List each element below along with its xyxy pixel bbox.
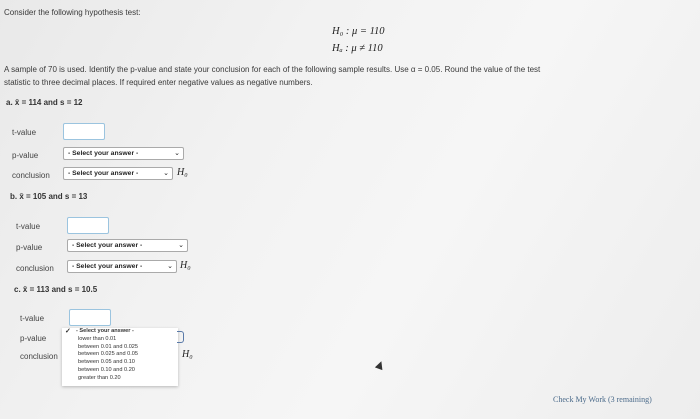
dropdown-option-0[interactable]: [62, 328, 178, 336]
part-b-p-label: p-value: [16, 243, 43, 252]
part-c-label: c. x̄ = 113 and s = 10.5: [14, 285, 98, 294]
dropdown-option-label: between 0.05 and 0.10: [78, 359, 135, 366]
part-a-label: a. x̄ = 114 and s = 12: [6, 98, 83, 107]
part-a-t-label: t-value: [12, 128, 37, 137]
dropdown-option-label: greater than 0.20: [78, 374, 121, 381]
dropdown-option-3[interactable]: [62, 351, 178, 359]
chevron-down-icon: ⌄: [174, 150, 180, 157]
dropdown-option-5[interactable]: [62, 367, 178, 375]
check-icon: ✓: [65, 328, 71, 335]
part-c-t-input[interactable]: [69, 309, 111, 326]
instructions-line-1: A sample of 70 is used. Identify the p-value and state your conclusion for each of the following sample results. Use α = 0.05. Round the value of the test: [4, 65, 541, 74]
instructions: [4, 64, 694, 89]
dropdown-option-label: between 0.025 and 0.05: [78, 351, 139, 358]
dropdown-option-label: lower than 0.01: [78, 335, 117, 342]
chevron-down-icon: ⌄: [167, 263, 173, 270]
part-a-conclusion-select-text: - Select your answer -: [68, 170, 139, 177]
part-b-t-input[interactable]: [67, 217, 109, 234]
part-c-p-label: p-value: [20, 334, 47, 343]
part-b-conclusion-select[interactable]: [67, 260, 177, 273]
part-a-p-label: p-value: [12, 151, 39, 160]
part-c-conclusion-label: conclusion: [20, 352, 58, 361]
part-b-p-select[interactable]: [67, 239, 188, 252]
part-a-t-input[interactable]: [63, 123, 105, 140]
dropdown-option-label: between 0.10 and 0.20: [78, 366, 135, 373]
instructions-line-2: statistic to three decimal places. If required enter negative values as negative numbers.: [4, 77, 313, 87]
dropdown-option-label: between 0.01 and 0.025: [78, 343, 139, 350]
part-a-conclusion-select[interactable]: [63, 167, 173, 180]
part-a-p-select[interactable]: [63, 147, 184, 160]
dropdown-option-2[interactable]: [62, 344, 178, 352]
part-b-h0: H₀: [180, 260, 191, 271]
dropdown-option-1[interactable]: [62, 336, 178, 344]
null-hypothesis: H₀ : μ = 110: [332, 26, 385, 37]
part-b-label: b. x̄ = 105 and s = 13: [10, 192, 88, 201]
part-a-p-select-text: - Select your answer -: [68, 150, 139, 157]
alternative-hypothesis: Hₐ : μ ≠ 110: [332, 43, 383, 54]
part-c-h0: H₀: [182, 349, 193, 360]
chevron-down-icon: ⌄: [178, 242, 184, 249]
dropdown-option-6[interactable]: [62, 375, 178, 383]
part-b-conclusion-label: conclusion: [16, 264, 54, 273]
dropdown-scroll-handle[interactable]: [177, 331, 184, 343]
part-a-h0: H₀: [177, 167, 188, 178]
part-a-conclusion-label: conclusion: [12, 171, 50, 180]
part-c-p-dropdown[interactable]: [62, 328, 178, 386]
check-my-work-link[interactable]: Check My Work (3 remaining): [553, 395, 652, 404]
part-b-t-label: t-value: [16, 222, 41, 231]
part-b-p-select-text: - Select your answer -: [72, 242, 143, 249]
part-b-conclusion-select-text: - Select your answer -: [72, 263, 143, 270]
chevron-down-icon: ⌄: [163, 170, 169, 177]
dropdown-option-4[interactable]: [62, 359, 178, 367]
part-c-t-label: t-value: [20, 314, 45, 323]
dropdown-option-label: - Select your answer -: [76, 328, 134, 334]
question-heading: Consider the following hypothesis test:: [4, 8, 141, 17]
mouse-pointer-icon: [375, 360, 385, 370]
